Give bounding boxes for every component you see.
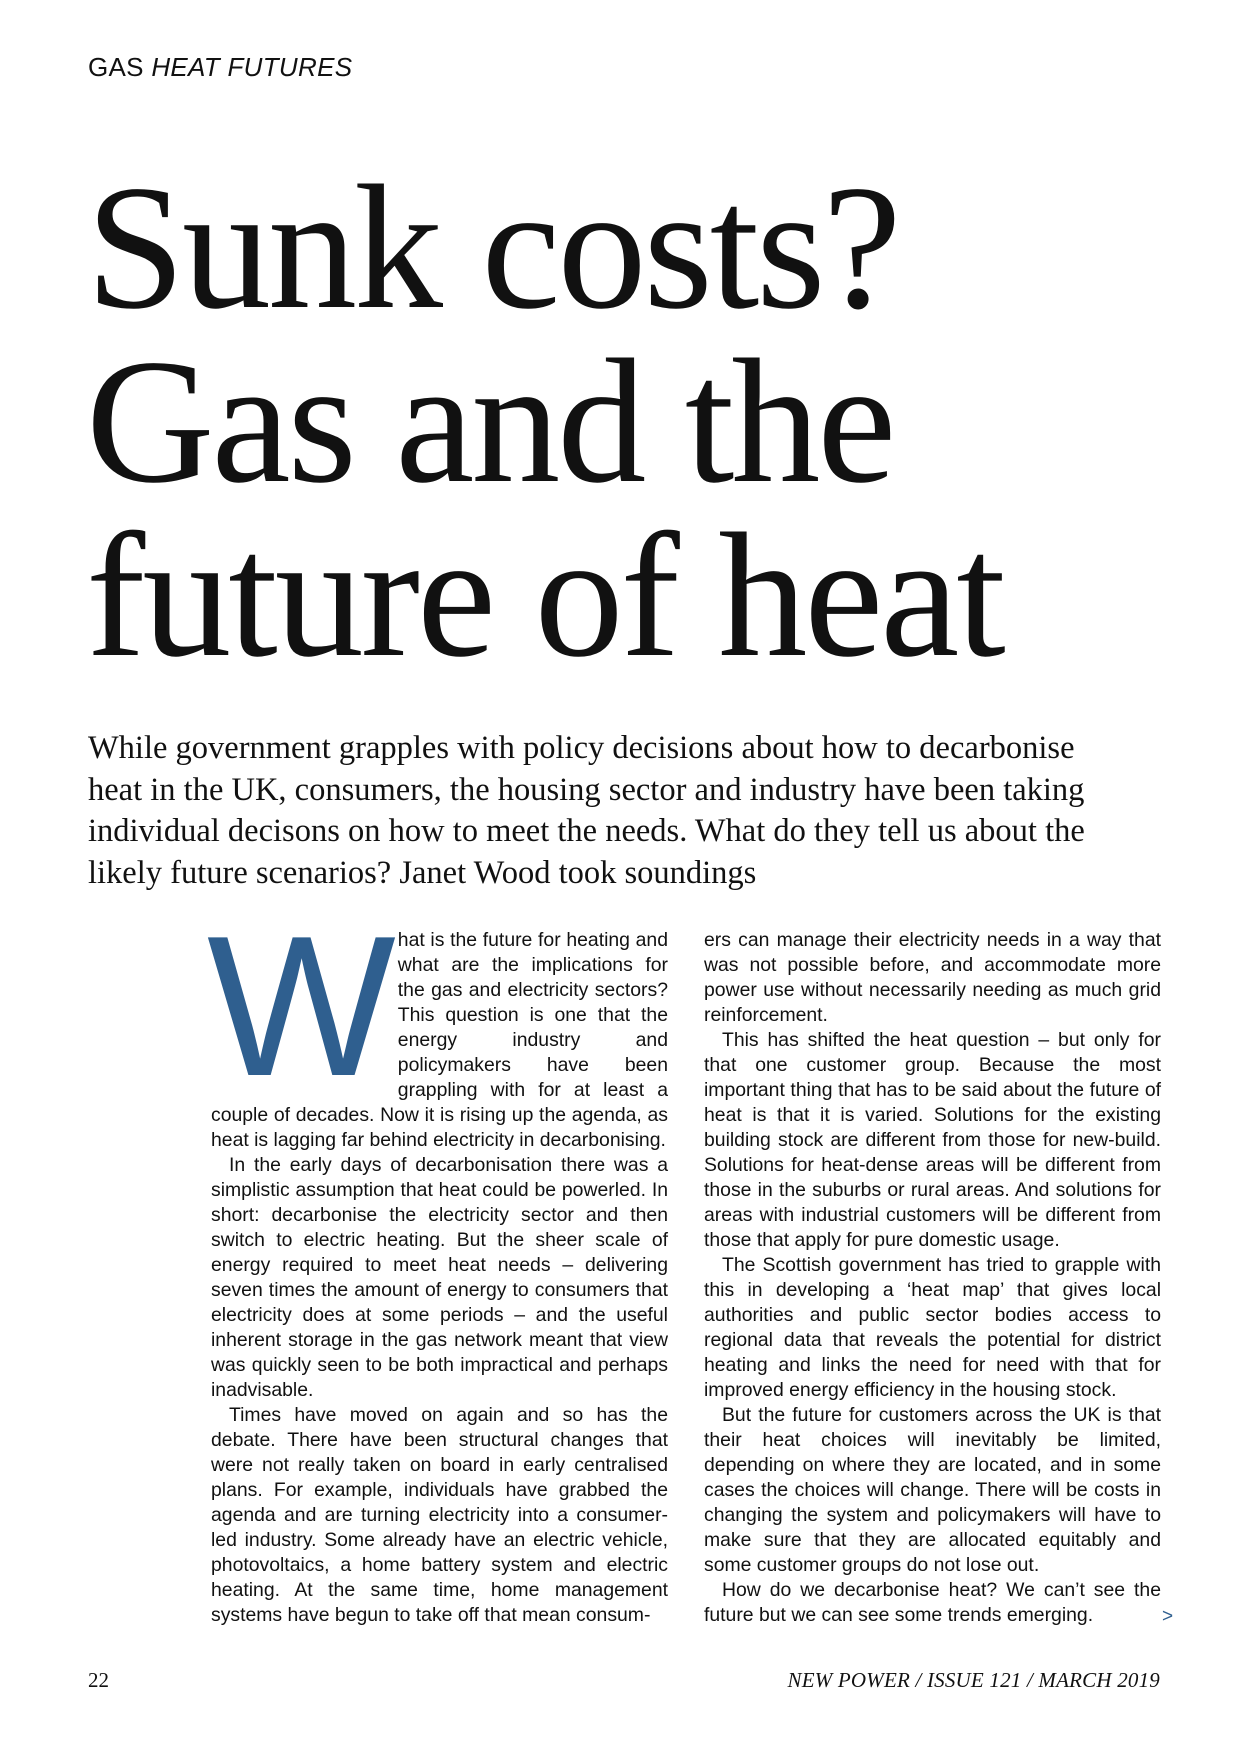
article-column-2 xyxy=(704,928,1161,1628)
standfirst-line-4: likely future scenarios? Janet Wood took soundings xyxy=(88,854,757,891)
headline-line-3: future of heat xyxy=(86,496,1003,694)
headline-line-1: Sunk costs? xyxy=(86,148,899,346)
headline xyxy=(86,148,1186,694)
paragraph: This has shifted the heat question – but only for that one customer group. Because the most important thing that has to be said about the future of heat is that it is varied. Solutions for the existing building stock are different from those for new-build. Solutions for heat-dense areas will be different from those in the suburbs or rural areas. And solutions for areas with industrial customers will be different from those that apply for pure domestic usage. xyxy=(704,1029,1161,1251)
standfirst xyxy=(88,728,1168,894)
paragraph: ers can manage their electricity needs in a way that was not possible before, and accommodate more power use without necessarily needing as much grid reinforcement. xyxy=(704,929,1161,1026)
standfirst-line-1: While government grapples with policy decisions about how to decarbonise xyxy=(88,730,1075,766)
section-tag xyxy=(88,52,352,83)
article-column-1 xyxy=(207,895,668,1628)
paragraph: hat is the future for heating and what are the implications for the gas and electricity sectors? This question is one that the energy industry and policymakers have been grappling with for at least a couple of decades. Now it is rising up the agenda, as heat is lagging far behind electricity in decarbonising. xyxy=(211,929,668,1151)
continue-arrow-icon: > xyxy=(1162,1606,1174,1627)
paragraph: Times have moved on again and so has the debate. There have been structural changes that were not really taken on board in early centralised plans. For example, individuals have grabbed the agenda and are turning electricity into a consumer-led industry. Some already have an electric vehicle, photovoltaics, a home battery system and electric heating. At the same time, home management systems have begun to take off that mean consum- xyxy=(211,1404,668,1626)
drop-cap: W xyxy=(207,895,390,1118)
headline-line-2: Gas and the xyxy=(86,322,894,520)
paragraph: How do we decarbonise heat? We can’t see the future but we can see some trends emerging. xyxy=(704,1579,1161,1626)
paragraph: The Scottish government has tried to grapple with this in developing a ‘heat map’ that gives local authorities and public sector bodies access to regional data that reveals the potential for district heating and links the need for need with that for improved energy efficiency in the housing stock. xyxy=(704,1254,1161,1401)
page-number: 22 xyxy=(88,1668,109,1692)
standfirst-line-3: individual decisons on how to meet the needs. What do they tell us about the xyxy=(88,813,1085,849)
paragraph: But the future for customers across the UK is that their heat choices will inevitably be limited, depending on where they are located, and in some cases the choices will change. There will be costs in changing the system and policymakers will have to make sure that they are allocated equitably and some customer groups do not lose out. xyxy=(704,1404,1161,1576)
article-body xyxy=(207,895,1161,1628)
publication-credit: NEW POWER / ISSUE 121 / MARCH 2019 xyxy=(787,1668,1160,1692)
paragraph: In the early days of decarbonisation there was a simplistic assumption that heat could be powerled. In short: decarbonise the electricity sector and then switch to electric heating. But the sheer scale of energy required to meet heat needs – delivering seven times the amount of energy to consumers that electricity does at some periods – and the useful inherent storage in the gas network meant that view was quickly seen to be both impractical and perhaps inadvisable. xyxy=(211,1154,668,1401)
standfirst-line-2: heat in the UK, consumers, the housing sector and industry have been taking xyxy=(88,771,1085,808)
section-tag-italic: HEAT FUTURES xyxy=(151,52,353,82)
section-tag-normal: GAS xyxy=(88,52,144,82)
